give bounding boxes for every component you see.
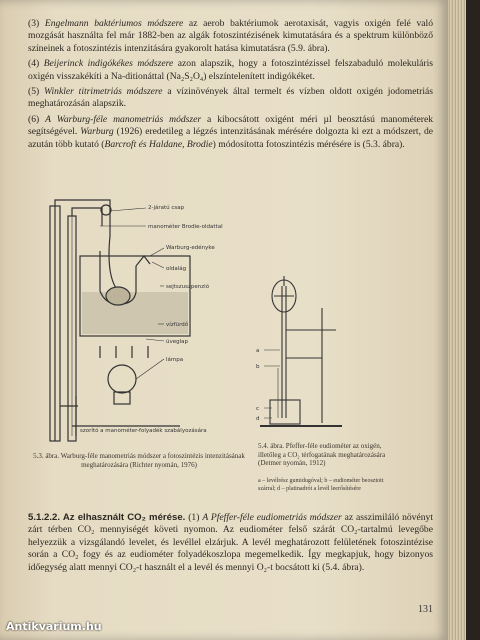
pfeffer-eudiometer-figure xyxy=(252,268,372,438)
paragraph-6: (6) A Warburg-féle manometriás módszer a kibocsátott oxigént méri µl beosztású manométerek segítségével. Warburg (1926) eredetileg a légzés intenzitásának mérésére dolgozta ki ezt a módszert, de azután több kutató (Barcroft és Haldane, Brodie) módosította fotoszintézis mérésére is (5.3. ábra). xyxy=(28,113,434,150)
label-c: c xyxy=(256,406,260,412)
figure-54-legend: a – levélrész gumidugóval; b – eudiométer beosztott szárral; d – platinadrót a levél leerősítésére xyxy=(258,478,384,492)
figure-54-caption: 5.4. ábra. Pfeffer-féle eudiométer az oxigén, illetőleg a CO₂ térfogatának meghatározására (Detmer nyomán, 1912) xyxy=(258,442,386,468)
label-clamp: szorító a manométer-folyadék szabályozására xyxy=(80,428,207,434)
label-water-bath: vízfürdő xyxy=(166,322,189,328)
warburg-apparatus-figure xyxy=(40,196,255,446)
paragraph-4: (4) Beijerinck indigókékes módszere azon alapszik, hogy a fotoszintézissel felszabaduló molekuláris oxigén visszakékíti a Na-ditionáttal (Na₂S₂O₄) elszíntelenített indigókéket. xyxy=(28,58,433,82)
page-number: 131 xyxy=(418,604,433,615)
label-d: d xyxy=(256,416,260,422)
label-lamp: lámpa xyxy=(166,357,184,363)
figure-53-caption: 5.3. ábra. Warburg-féle manometriás módszer a fotoszintézis intenzitásának meghatározására (Richter nyomán, 1976) xyxy=(33,452,245,469)
paragraph-3: (3) Engelmann baktériumos módszere az aerob baktériumok aerotaxisát, vagyis oxigén felé való mozgását használta fel már 1882-ben az algák fotoszintézisének kimutatására és a spektrum különböző színeinek a fotoszintézis intenzitására gyakorolt hatása kimutatásra (5.9. ábra). xyxy=(28,18,433,54)
label-a: a xyxy=(256,348,260,354)
label-warburg-vessel: Warburg-edényke xyxy=(166,245,215,251)
label-tap: 2-járatú csap xyxy=(148,205,185,211)
label-glass-plate: üveglap xyxy=(166,339,189,345)
intro-text-block xyxy=(28,18,433,154)
section-block xyxy=(28,512,433,577)
paragraph-5: (5) Winkler titrimetriás módszere a vízinövények által termelt és vízben oldott oxigén jodometriás meghatározásán alapszik. xyxy=(28,86,433,110)
label-side-arm: oldalág xyxy=(166,266,187,272)
label-cell-suspension: sejtszuszpenzió xyxy=(166,284,210,290)
binding-shadow xyxy=(466,0,480,640)
watermark: Antikvarium.hu xyxy=(6,620,102,633)
label-b: b xyxy=(256,364,260,370)
section-paragraph: 5.1.2.2. Az elhasznált CO₂ mérése. (1) A Pfeffer-féle eudiometriás módszer az asszimiláló növényt zárt térben CO₂ mennyiségét követi nyomon. Az eudiométer felső szárát CO₂-tartalmú levegőbe helyezzük a vizsgálandó levelet, és levéllel elzárjuk. A levél meghatározott felületének fotoszintézise során a CO₂ fogy és az eudiométer folyadékoszlopa megemelkedik. Így megkapjuk, hogy bizonyos időegység alatt mennyi CO₂-t használt el a levél és mennyi O₂-t bocsátott ki (5.4. ábra). xyxy=(28,512,433,573)
label-manometer: manométer Brodie-oldattal xyxy=(148,224,223,230)
